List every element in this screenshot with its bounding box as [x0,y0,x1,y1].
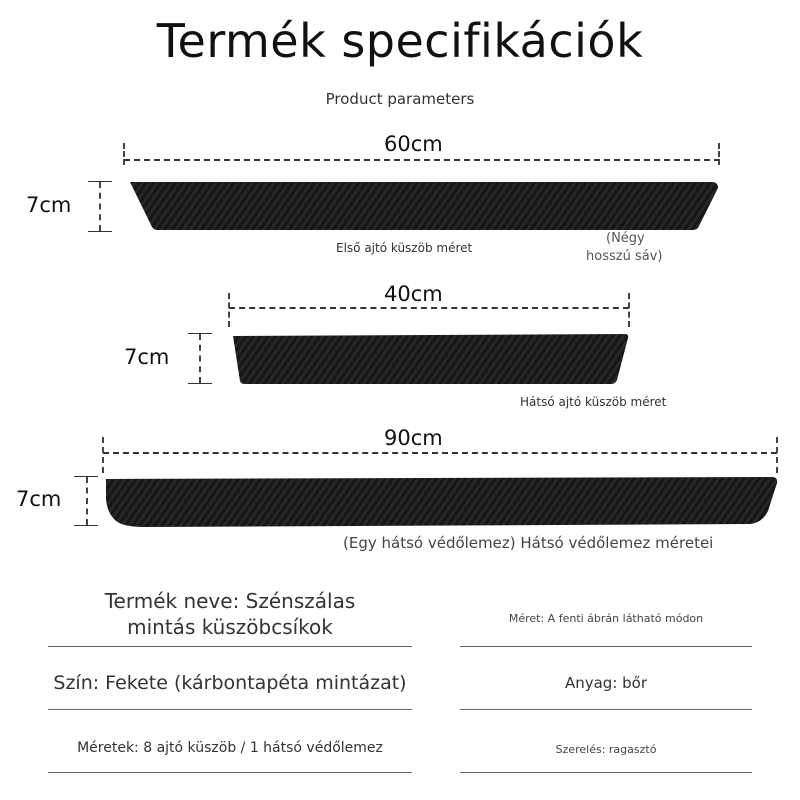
strip2-height-bottom-tick [188,383,212,384]
spec-divider [460,772,752,773]
spec-material: Anyag: bőr [564,674,648,692]
page-subtitle: Product parameters [325,90,475,108]
spec-divider [48,709,412,710]
strip1-caption: Első ajtó küszöb méret [336,241,473,255]
strip2-rear-door-sill [229,332,631,386]
strip3-height-line [86,477,88,525]
spec-install: Szerelés: ragasztó [555,743,657,756]
strip3-height-bottom-tick [74,525,98,526]
spec-product-name-line2: mintás küszöbcsíkok [127,615,333,639]
strip3-height-label: 7cm [16,487,62,511]
spec-divider [48,772,412,773]
page-title: Termék specifikációk [156,14,644,68]
strip1-length-line [124,159,720,161]
strip2-length-left-tick [228,293,230,327]
spec-divider [460,709,752,710]
strip2-caption: Hátsó ajtó küszöb méret [520,395,667,409]
strip3-length-right-tick [776,437,778,473]
spec-color: Szín: Fekete (kárbontapéta mintázat) [53,672,407,694]
strip2-height-line [199,334,201,383]
spec-product-name-line1: Termék neve: Szénszálas [104,589,356,613]
strip2-length-label: 40cm [384,282,443,306]
spec-size: Méret: A fenti ábrán látható módon [508,612,704,625]
strip1-height-label: 7cm [26,193,72,217]
spec-divider [460,646,752,647]
strip3-rear-bumper-protector [104,475,780,529]
spec-divider [48,646,412,647]
strip1-note-line2: hosszú sáv) [586,249,663,264]
strip1-height-line [99,182,101,231]
strip1-length-label: 60cm [384,132,443,156]
strip1-height-bottom-tick [88,231,112,232]
strip2-height-label: 7cm [124,345,170,369]
strip2-length-right-tick [628,293,630,327]
strip3-length-left-tick [102,437,104,473]
strip1-length-left-tick [123,143,125,165]
strip3-length-label: 90cm [384,426,443,450]
strip3-caption: (Egy hátsó védőlemez) Hátsó védőlemez méretei [343,534,714,552]
strip1-front-door-sill [128,180,720,232]
strip2-length-line [229,307,629,309]
strip1-length-right-tick [718,143,720,165]
strip3-length-line [103,452,777,454]
strip1-note-line1: (Négy [606,231,645,246]
spec-dimensions: Méretek: 8 ajtó küszöb / 1 hátsó védőlemez [77,740,383,756]
